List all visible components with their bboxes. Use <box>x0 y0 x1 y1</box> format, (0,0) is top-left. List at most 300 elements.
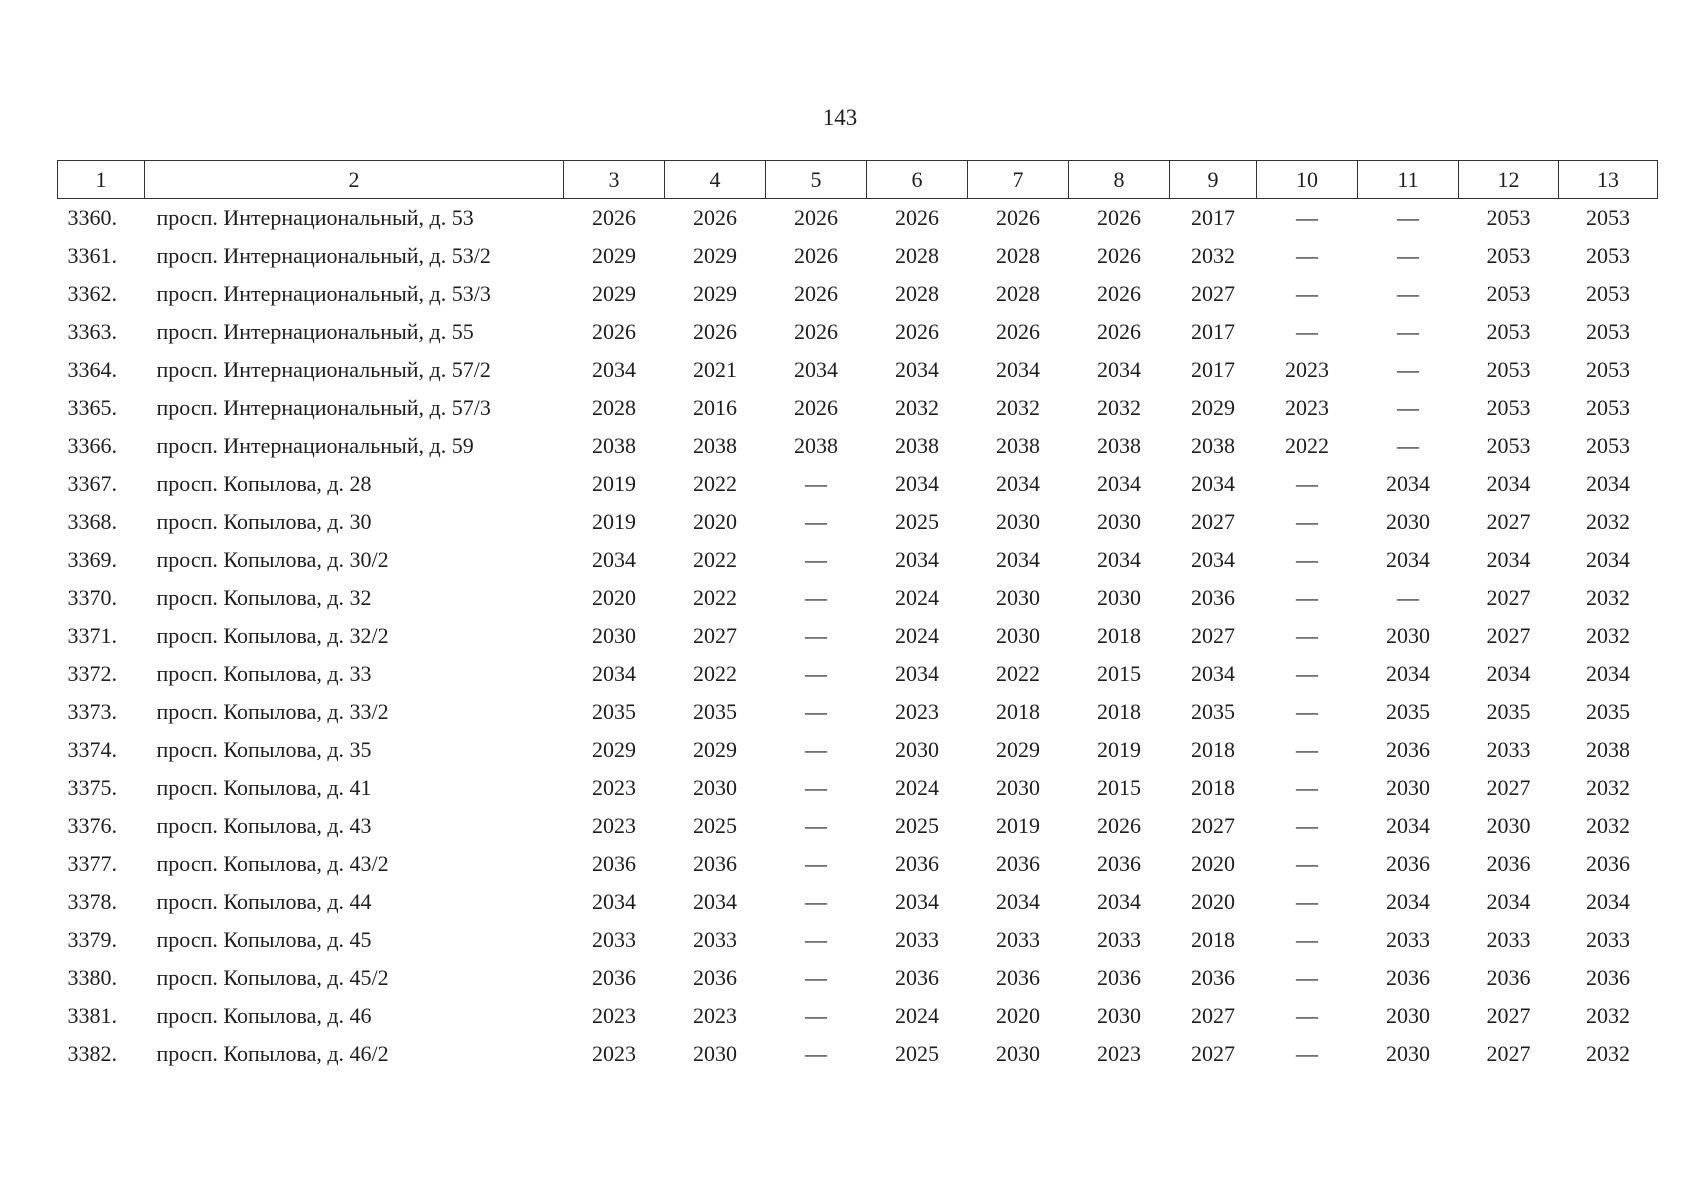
table-row <box>58 883 1658 921</box>
year-cell: — <box>1397 433 1419 458</box>
year-cell: 2026 <box>794 205 838 230</box>
year-cell: 2023 <box>592 1041 636 1066</box>
year-cell: 2053 <box>1486 395 1531 420</box>
year-cell: 2026 <box>1097 243 1141 268</box>
year-cell: 2029 <box>693 281 737 306</box>
row-number: 3367. <box>67 471 117 496</box>
table-row <box>58 199 1658 238</box>
year-cell: 2030 <box>1386 775 1430 800</box>
year-cell: 2034 <box>1586 471 1630 496</box>
year-cell: 2034 <box>996 471 1040 496</box>
year-cell: 2024 <box>895 585 939 610</box>
year-cell: — <box>1296 1041 1318 1066</box>
year-cell: 2022 <box>1285 433 1329 458</box>
year-cell: 2030 <box>1386 623 1430 648</box>
year-cell: 2034 <box>1486 661 1531 686</box>
year-cell: 2030 <box>1097 509 1141 534</box>
year-cell: 2027 <box>1191 509 1235 534</box>
year-cell: 2019 <box>592 509 636 534</box>
year-cell: 2032 <box>1586 813 1630 838</box>
year-cell: — <box>1296 281 1318 306</box>
year-cell: 2034 <box>592 889 636 914</box>
year-cell: — <box>1296 243 1318 268</box>
year-cell: 2036 <box>1191 965 1235 990</box>
year-cell: 2027 <box>693 623 737 648</box>
year-cell: 2021 <box>693 357 737 382</box>
year-cell: 2026 <box>895 319 939 344</box>
year-cell: 2053 <box>1486 243 1531 268</box>
column-header-9: 9 <box>1170 161 1257 199</box>
year-cell: — <box>1296 547 1318 572</box>
year-cell: — <box>1296 623 1318 648</box>
year-cell: — <box>805 927 827 952</box>
year-cell: 2030 <box>996 585 1040 610</box>
year-cell: 2024 <box>895 775 939 800</box>
year-cell: 2030 <box>693 775 737 800</box>
year-cell: 2053 <box>1486 205 1531 230</box>
year-cell: 2036 <box>592 851 636 876</box>
year-cell: — <box>805 813 827 838</box>
year-cell: 2022 <box>693 661 737 686</box>
year-cell: 2053 <box>1586 433 1630 458</box>
year-cell: 2053 <box>1586 319 1630 344</box>
table-row <box>58 465 1658 503</box>
row-number: 3380. <box>67 965 117 990</box>
year-cell: 2032 <box>1586 509 1630 534</box>
table-row <box>58 769 1658 807</box>
year-cell: 2034 <box>592 357 636 382</box>
year-cell: — <box>805 965 827 990</box>
column-header-6: 6 <box>867 161 968 199</box>
address-cell: просп. Копылова, д. 32 <box>156 585 372 610</box>
year-cell: 2053 <box>1586 205 1630 230</box>
year-cell: 2034 <box>1386 813 1430 838</box>
table-row <box>58 997 1658 1035</box>
year-cell: — <box>805 471 827 496</box>
row-number: 3374. <box>67 737 117 762</box>
year-cell: 2034 <box>1097 471 1141 496</box>
address-cell: просп. Интернациональный, д. 57/2 <box>156 357 491 382</box>
year-cell: 2027 <box>1486 585 1531 610</box>
year-cell: — <box>1296 889 1318 914</box>
year-cell: — <box>805 1003 827 1028</box>
year-cell: 2025 <box>895 509 939 534</box>
row-number: 3373. <box>67 699 117 724</box>
year-cell: 2028 <box>592 395 636 420</box>
year-cell: 2026 <box>895 205 939 230</box>
year-cell: 2036 <box>996 965 1040 990</box>
year-cell: 2027 <box>1486 775 1531 800</box>
year-cell: 2034 <box>996 357 1040 382</box>
year-cell: — <box>805 699 827 724</box>
year-cell: 2025 <box>895 1041 939 1066</box>
year-cell: 2036 <box>1386 965 1430 990</box>
year-cell: 2032 <box>895 395 939 420</box>
year-cell: 2034 <box>895 547 939 572</box>
year-cell: 2026 <box>592 205 636 230</box>
column-header-13: 13 <box>1559 161 1658 199</box>
year-cell: — <box>1296 509 1318 534</box>
year-cell: 2020 <box>1191 851 1235 876</box>
address-cell: просп. Интернациональный, д. 53/2 <box>156 243 491 268</box>
year-cell: 2022 <box>693 585 737 610</box>
repair-schedule-table <box>57 160 1658 1073</box>
year-cell: 2034 <box>895 471 939 496</box>
year-cell: 2036 <box>996 851 1040 876</box>
year-cell: 2023 <box>592 1003 636 1028</box>
column-header-11: 11 <box>1358 161 1459 199</box>
year-cell: — <box>1397 319 1419 344</box>
year-cell: 2026 <box>592 319 636 344</box>
address-cell: просп. Копылова, д. 30 <box>156 509 372 534</box>
year-cell: 2036 <box>1097 965 1141 990</box>
year-cell: 2026 <box>794 243 838 268</box>
year-cell: 2018 <box>1097 623 1141 648</box>
year-cell: 2022 <box>693 471 737 496</box>
year-cell: 2034 <box>895 357 939 382</box>
year-cell: 2030 <box>693 1041 737 1066</box>
row-number: 3361. <box>67 243 117 268</box>
year-cell: 2029 <box>693 737 737 762</box>
year-cell: 2027 <box>1486 1003 1531 1028</box>
year-cell: 2028 <box>895 281 939 306</box>
row-number: 3360. <box>67 205 117 230</box>
address-cell: просп. Копылова, д. 46 <box>156 1003 372 1028</box>
year-cell: 2032 <box>1191 243 1235 268</box>
year-cell: 2017 <box>1191 357 1235 382</box>
column-header-5: 5 <box>766 161 867 199</box>
year-cell: 2036 <box>592 965 636 990</box>
year-cell: 2026 <box>996 319 1040 344</box>
year-cell: 2019 <box>996 813 1040 838</box>
year-cell: 2038 <box>592 433 636 458</box>
address-cell: просп. Копылова, д. 30/2 <box>156 547 389 572</box>
table-row <box>58 1035 1658 1073</box>
year-cell: 2026 <box>1097 281 1141 306</box>
year-cell: 2030 <box>996 509 1040 534</box>
address-cell: просп. Копылова, д. 44 <box>156 889 372 914</box>
year-cell: — <box>1296 585 1318 610</box>
year-cell: — <box>805 1041 827 1066</box>
column-header-12: 12 <box>1459 161 1559 199</box>
year-cell: 2036 <box>895 851 939 876</box>
year-cell: 2019 <box>1097 737 1141 762</box>
year-cell: 2034 <box>1386 889 1430 914</box>
year-cell: 2029 <box>592 281 636 306</box>
year-cell: 2038 <box>693 433 737 458</box>
year-cell: 2033 <box>592 927 636 952</box>
year-cell: 2026 <box>996 205 1040 230</box>
year-cell: 2029 <box>996 737 1040 762</box>
year-cell: 2036 <box>1586 965 1630 990</box>
year-cell: 2023 <box>895 699 939 724</box>
year-cell: 2034 <box>1486 547 1531 572</box>
row-number: 3362. <box>67 281 117 306</box>
year-cell: 2034 <box>1386 661 1430 686</box>
year-cell: 2032 <box>1586 623 1630 648</box>
table-row <box>58 313 1658 351</box>
year-cell: 2032 <box>996 395 1040 420</box>
year-cell: 2026 <box>794 319 838 344</box>
table-row <box>58 389 1658 427</box>
column-header-2: 2 <box>145 161 564 199</box>
address-cell: просп. Интернациональный, д. 53/3 <box>156 281 491 306</box>
year-cell: — <box>805 661 827 686</box>
row-number: 3364. <box>67 357 117 382</box>
year-cell: 2025 <box>693 813 737 838</box>
year-cell: 2038 <box>895 433 939 458</box>
year-cell: 2033 <box>1486 927 1531 952</box>
year-cell: 2020 <box>996 1003 1040 1028</box>
year-cell: 2053 <box>1586 243 1630 268</box>
year-cell: — <box>1296 699 1318 724</box>
year-cell: 2029 <box>693 243 737 268</box>
column-header-10: 10 <box>1257 161 1358 199</box>
row-number: 3368. <box>67 509 117 534</box>
row-number: 3372. <box>67 661 117 686</box>
year-cell: — <box>1397 395 1419 420</box>
column-header-7: 7 <box>968 161 1069 199</box>
year-cell: 2035 <box>1586 699 1630 724</box>
year-cell: 2018 <box>1191 775 1235 800</box>
year-cell: 2053 <box>1486 357 1531 382</box>
table-row <box>58 237 1658 275</box>
year-cell: 2027 <box>1191 1041 1235 1066</box>
address-cell: просп. Интернациональный, д. 55 <box>156 319 474 344</box>
year-cell: 2027 <box>1191 623 1235 648</box>
year-cell: 2034 <box>1191 661 1235 686</box>
row-number: 3375. <box>67 775 117 800</box>
year-cell: 2034 <box>1097 889 1141 914</box>
table-row <box>58 427 1658 465</box>
year-cell: 2033 <box>895 927 939 952</box>
year-cell: — <box>1296 927 1318 952</box>
year-cell: 2020 <box>1191 889 1235 914</box>
year-cell: 2026 <box>693 319 737 344</box>
year-cell: 2032 <box>1097 395 1141 420</box>
year-cell: 2038 <box>996 433 1040 458</box>
year-cell: 2018 <box>996 699 1040 724</box>
year-cell: 2053 <box>1586 281 1630 306</box>
address-cell: просп. Копылова, д. 28 <box>156 471 372 496</box>
row-number: 3369. <box>67 547 117 572</box>
year-cell: 2034 <box>1191 471 1235 496</box>
table-row <box>58 959 1658 997</box>
year-cell: 2034 <box>1386 471 1430 496</box>
year-cell: 2035 <box>1486 699 1531 724</box>
year-cell: 2019 <box>592 471 636 496</box>
year-cell: 2015 <box>1097 661 1141 686</box>
table-row <box>58 731 1658 769</box>
year-cell: 2034 <box>592 547 636 572</box>
year-cell: 2030 <box>1386 509 1430 534</box>
year-cell: — <box>1296 813 1318 838</box>
year-cell: 2015 <box>1097 775 1141 800</box>
year-cell: — <box>1397 281 1419 306</box>
year-cell: — <box>1296 1003 1318 1028</box>
year-cell: 2036 <box>1486 851 1531 876</box>
year-cell: 2030 <box>592 623 636 648</box>
column-header-8: 8 <box>1069 161 1170 199</box>
address-cell: просп. Копылова, д. 45/2 <box>156 965 389 990</box>
table-row <box>58 275 1658 313</box>
year-cell: 2024 <box>895 1003 939 1028</box>
year-cell: 2028 <box>996 243 1040 268</box>
row-number: 3381. <box>67 1003 117 1028</box>
year-cell: 2017 <box>1191 319 1235 344</box>
year-cell: 2028 <box>895 243 939 268</box>
year-cell: — <box>1296 775 1318 800</box>
address-cell: просп. Интернациональный, д. 57/3 <box>156 395 491 420</box>
year-cell: — <box>1397 205 1419 230</box>
year-cell: — <box>1296 661 1318 686</box>
column-header-3: 3 <box>564 161 665 199</box>
year-cell: 2033 <box>1486 737 1531 762</box>
year-cell: 2053 <box>1486 433 1531 458</box>
column-header-1: 1 <box>58 161 145 199</box>
table-row <box>58 579 1658 617</box>
year-cell: 2026 <box>1097 205 1141 230</box>
year-cell: 2035 <box>592 699 636 724</box>
row-number: 3376. <box>67 813 117 838</box>
year-cell: 2018 <box>1097 699 1141 724</box>
year-cell: 2022 <box>996 661 1040 686</box>
year-cell: 2033 <box>1097 927 1141 952</box>
column-header-row <box>58 161 1658 199</box>
year-cell: 2016 <box>693 395 737 420</box>
page-number: 143 <box>822 105 858 130</box>
row-number: 3379. <box>67 927 117 952</box>
address-cell: просп. Копылова, д. 33 <box>156 661 372 686</box>
year-cell: 2034 <box>1586 547 1630 572</box>
address-cell: просп. Копылова, д. 41 <box>156 775 372 800</box>
year-cell: 2053 <box>1486 319 1531 344</box>
year-cell: 2030 <box>1386 1041 1430 1066</box>
year-cell: 2018 <box>1191 927 1235 952</box>
year-cell: 2023 <box>693 1003 737 1028</box>
table-body <box>58 199 1658 1074</box>
year-cell: 2034 <box>895 889 939 914</box>
year-cell: — <box>1296 471 1318 496</box>
year-cell: 2036 <box>1386 737 1430 762</box>
year-cell: 2033 <box>693 927 737 952</box>
address-cell: просп. Копылова, д. 43 <box>156 813 372 838</box>
year-cell: 2023 <box>592 813 636 838</box>
year-cell: 2029 <box>1191 395 1235 420</box>
row-number: 3371. <box>67 623 117 648</box>
table-row <box>58 845 1658 883</box>
year-cell: 2029 <box>592 243 636 268</box>
table-row <box>58 351 1658 389</box>
address-cell: просп. Копылова, д. 46/2 <box>156 1041 389 1066</box>
year-cell: 2034 <box>1486 889 1531 914</box>
table-row <box>58 807 1658 845</box>
year-cell: 2038 <box>1586 737 1630 762</box>
year-cell: 2053 <box>1586 395 1630 420</box>
year-cell: 2036 <box>1486 965 1531 990</box>
row-number: 3370. <box>67 585 117 610</box>
year-cell: — <box>1296 737 1318 762</box>
table-row <box>58 541 1658 579</box>
year-cell: 2027 <box>1486 1041 1531 1066</box>
year-cell: 2053 <box>1486 281 1531 306</box>
year-cell: — <box>1296 205 1318 230</box>
year-cell: 2029 <box>592 737 636 762</box>
year-cell: 2032 <box>1586 585 1630 610</box>
year-cell: 2030 <box>996 1041 1040 1066</box>
year-cell: 2034 <box>794 357 838 382</box>
year-cell: — <box>805 623 827 648</box>
year-cell: — <box>1296 965 1318 990</box>
year-cell: — <box>805 737 827 762</box>
year-cell: 2034 <box>592 661 636 686</box>
year-cell: 2035 <box>693 699 737 724</box>
year-cell: 2027 <box>1191 813 1235 838</box>
year-cell: 2034 <box>996 889 1040 914</box>
year-cell: 2034 <box>1486 471 1531 496</box>
year-cell: 2017 <box>1191 205 1235 230</box>
year-cell: 2034 <box>1386 547 1430 572</box>
year-cell: 2036 <box>693 965 737 990</box>
year-cell: 2038 <box>794 433 838 458</box>
year-cell: 2023 <box>1285 357 1329 382</box>
year-cell: 2033 <box>1586 927 1630 952</box>
year-cell: 2026 <box>1097 813 1141 838</box>
year-cell: 2033 <box>1386 927 1430 952</box>
year-cell: 2026 <box>794 281 838 306</box>
year-cell: 2030 <box>1486 813 1531 838</box>
year-cell: 2026 <box>693 205 737 230</box>
year-cell: — <box>805 547 827 572</box>
year-cell: 2038 <box>1191 433 1235 458</box>
year-cell: 2026 <box>1097 319 1141 344</box>
year-cell: — <box>805 851 827 876</box>
year-cell: 2035 <box>1191 699 1235 724</box>
year-cell: 2030 <box>1386 1003 1430 1028</box>
year-cell: — <box>805 509 827 534</box>
year-cell: 2023 <box>592 775 636 800</box>
year-cell: 2027 <box>1191 281 1235 306</box>
row-number: 3382. <box>67 1041 117 1066</box>
year-cell: — <box>1397 243 1419 268</box>
year-cell: 2022 <box>693 547 737 572</box>
year-cell: 2034 <box>895 661 939 686</box>
year-cell: — <box>1397 585 1419 610</box>
year-cell: 2034 <box>1586 661 1630 686</box>
row-number: 3378. <box>67 889 117 914</box>
year-cell: 2024 <box>895 623 939 648</box>
year-cell: 2023 <box>1285 395 1329 420</box>
year-cell: 2020 <box>693 509 737 534</box>
year-cell: — <box>805 775 827 800</box>
year-cell: 2032 <box>1586 1041 1630 1066</box>
year-cell: 2018 <box>1191 737 1235 762</box>
table-row <box>58 617 1658 655</box>
year-cell: 2030 <box>996 623 1040 648</box>
year-cell: 2053 <box>1586 357 1630 382</box>
year-cell: 2028 <box>996 281 1040 306</box>
row-number: 3363. <box>67 319 117 344</box>
year-cell: — <box>805 889 827 914</box>
year-cell: 2036 <box>1586 851 1630 876</box>
table-row <box>58 921 1658 959</box>
year-cell: 2034 <box>1097 547 1141 572</box>
address-cell: просп. Копылова, д. 33/2 <box>156 699 389 724</box>
year-cell: 2036 <box>1386 851 1430 876</box>
row-number: 3366. <box>67 433 117 458</box>
year-cell: 2025 <box>895 813 939 838</box>
address-cell: просп. Копылова, д. 35 <box>156 737 372 762</box>
